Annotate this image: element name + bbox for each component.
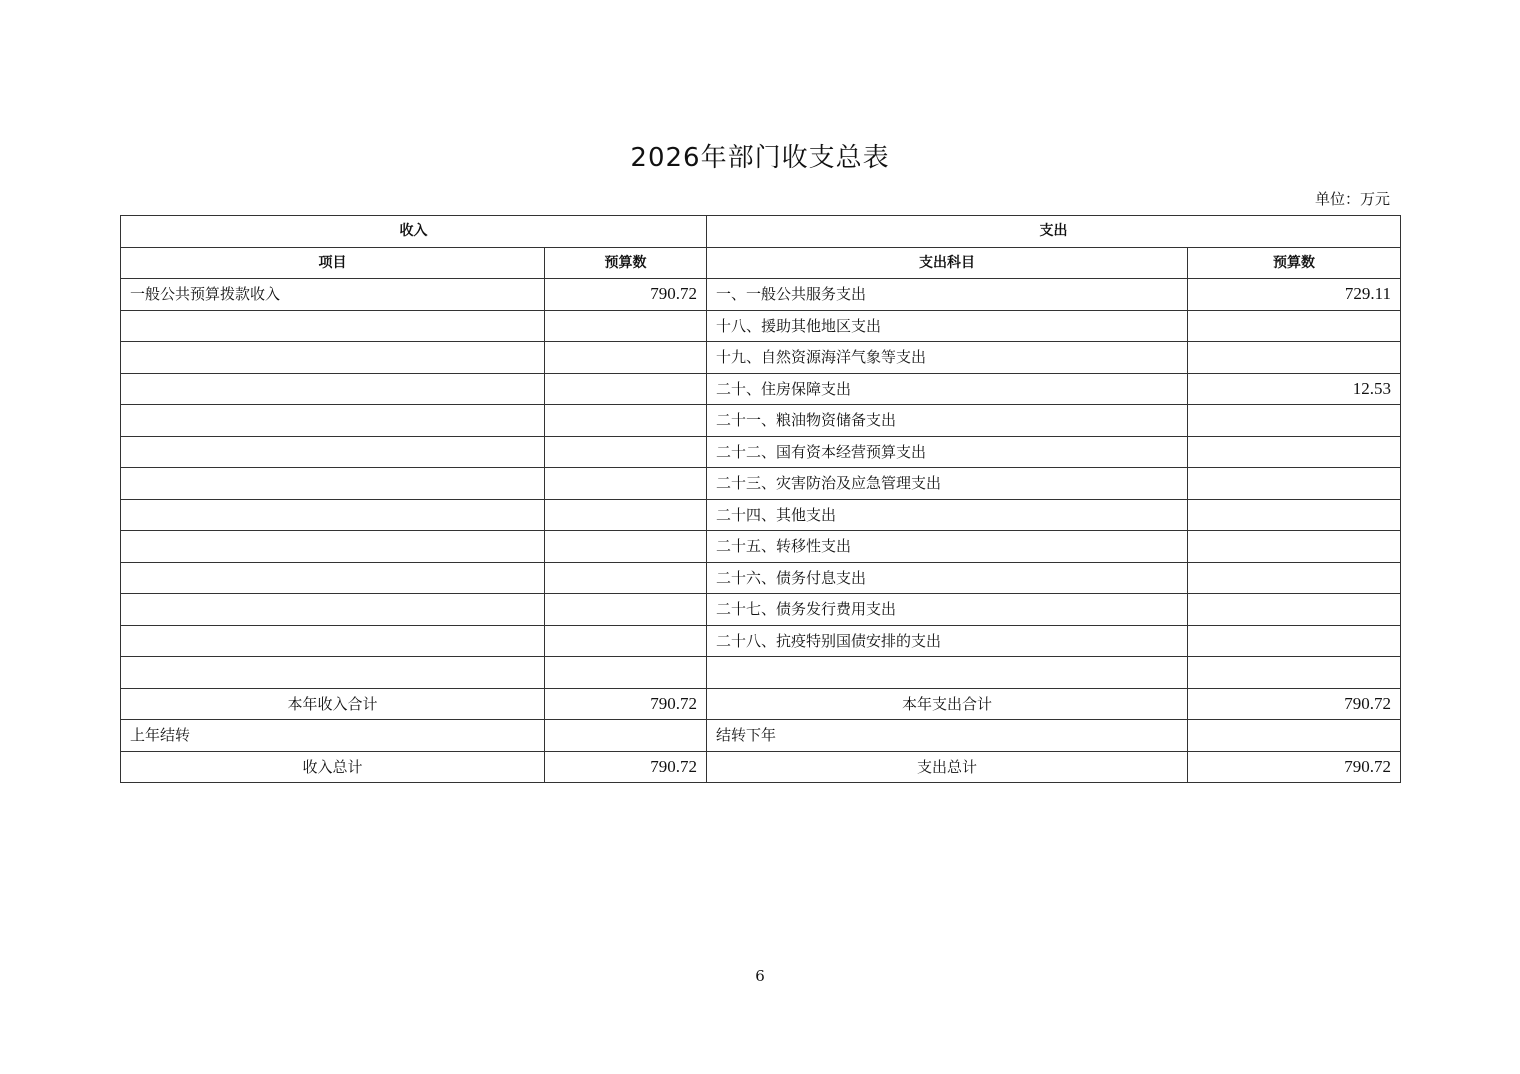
expense-amount-header: 预算数 [1188,247,1401,279]
table-row [121,468,1401,500]
income-amount-cell [545,594,707,626]
income-item-header: 项目 [121,247,545,279]
expense-amount-cell [1188,468,1401,500]
expense-amount-cell [1188,499,1401,531]
table-row [121,342,1401,374]
table-row [121,436,1401,468]
expense-item-cell: 二十八、抗疫特别国债安排的支出 [707,625,1188,657]
income-item-cell: 一般公共预算拨款收入 [121,279,545,311]
grand-income-total-amount: 790.72 [545,751,707,783]
income-amount-cell: 790.72 [545,279,707,311]
income-amount-cell [545,310,707,342]
expense-amount-cell [1188,531,1401,563]
expense-item-cell: 二十五、转移性支出 [707,531,1188,563]
income-amount-cell [545,531,707,563]
carryover-income-amount [545,720,707,752]
income-item-cell [121,373,545,405]
grand-totals-row [121,751,1401,783]
unit-label: 单位：万元 [1314,190,1390,208]
table-row [121,373,1401,405]
income-amount-cell [545,436,707,468]
table-row [121,531,1401,563]
income-item-cell [121,562,545,594]
expense-amount-cell [1188,342,1401,374]
year-totals-row [121,688,1401,720]
income-amount-cell [545,499,707,531]
table-row [121,405,1401,437]
table-row [121,562,1401,594]
expense-item-cell: 二十六、债务付息支出 [707,562,1188,594]
table-row [121,625,1401,657]
income-amount-cell [545,625,707,657]
expense-amount-cell [1188,562,1401,594]
income-item-cell [121,468,545,500]
expense-item-cell: 二十三、灾害防治及应急管理支出 [707,468,1188,500]
income-amount-cell [545,562,707,594]
carryover-income-label: 上年结转 [121,720,545,752]
expense-group-header: 支出 [707,216,1401,248]
carryover-row [121,720,1401,752]
expense-item-cell: 十八、援助其他地区支出 [707,310,1188,342]
expense-amount-cell [1188,310,1401,342]
grand-expense-total-amount: 790.72 [1188,751,1401,783]
expense-item-cell [707,657,1188,689]
table-row [121,310,1401,342]
income-item-cell [121,436,545,468]
income-item-cell [121,625,545,657]
expense-amount-cell [1188,405,1401,437]
table-row [121,499,1401,531]
table-row [121,279,1401,311]
income-amount-header: 预算数 [545,247,707,279]
expense-item-cell: 二十二、国有资本经营预算支出 [707,436,1188,468]
income-amount-cell [545,657,707,689]
budget-summary-table [120,215,1401,783]
page-number: 6 [755,967,765,985]
carryover-expense-amount [1188,720,1401,752]
expense-item-cell: 二十一、粮油物资储备支出 [707,405,1188,437]
table-row [121,657,1401,689]
income-item-cell [121,342,545,374]
expense-item-cell: 二十四、其他支出 [707,499,1188,531]
grand-expense-total-label: 支出总计 [707,751,1188,783]
income-item-cell [121,594,545,626]
income-item-cell [121,499,545,531]
expense-amount-cell: 12.53 [1188,373,1401,405]
group-header-row [121,216,1401,248]
table-body [121,216,1401,783]
year-expense-total-amount: 790.72 [1188,688,1401,720]
column-header-row [121,247,1401,279]
expense-item-cell: 十九、自然资源海洋气象等支出 [707,342,1188,374]
expense-item-header: 支出科目 [707,247,1188,279]
income-item-cell [121,310,545,342]
year-income-total-amount: 790.72 [545,688,707,720]
carryover-expense-label: 结转下年 [707,720,1188,752]
income-item-cell [121,657,545,689]
expense-item-cell: 二十七、债务发行费用支出 [707,594,1188,626]
table-row [121,594,1401,626]
income-group-header: 收入 [121,216,707,248]
grand-income-total-label: 收入总计 [121,751,545,783]
income-amount-cell [545,373,707,405]
income-amount-cell [545,468,707,500]
expense-amount-cell [1188,594,1401,626]
income-item-cell [121,405,545,437]
income-item-cell [121,531,545,563]
expense-item-cell: 一、一般公共服务支出 [707,279,1188,311]
page-title: 2026年部门收支总表 [630,143,890,173]
year-income-total-label: 本年收入合计 [121,688,545,720]
year-expense-total-label: 本年支出合计 [707,688,1188,720]
expense-amount-cell [1188,436,1401,468]
income-amount-cell [545,342,707,374]
expense-amount-cell: 729.11 [1188,279,1401,311]
expense-amount-cell [1188,625,1401,657]
expense-amount-cell [1188,657,1401,689]
income-amount-cell [545,405,707,437]
expense-item-cell: 二十、住房保障支出 [707,373,1188,405]
